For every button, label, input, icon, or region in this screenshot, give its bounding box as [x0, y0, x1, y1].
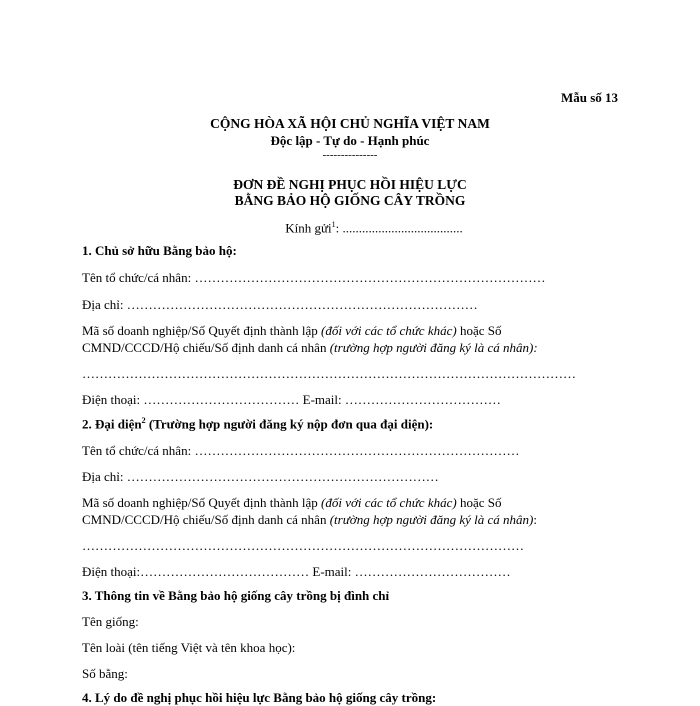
section2-heading-prefix: 2. Đại diện [82, 416, 142, 432]
section3-species-name: Tên loài (tên tiếng Việt và tên khoa học): [82, 640, 296, 655]
section2-id-dots: ………………………………………………………………………………………… [82, 538, 524, 553]
id-text: CMND/CCCD/Hộ chiếu/Số định danh cá nhân [82, 340, 330, 355]
id-note: (trường hợp người đăng ký là cá nhân): [329, 340, 538, 355]
section2-org-name-field: Tên tổ chức/cá nhân: ………………………………………………………………… [82, 443, 520, 458]
footnote-marker: 1 [331, 220, 336, 229]
id-text: Mã số doanh nghiệp/Số Quyết định thành lập [82, 495, 322, 510]
section1-id-line1 [82, 323, 501, 339]
recipient-line [24, 220, 700, 236]
id-text: : [533, 512, 537, 527]
section2-heading-suffix: (Trường hợp người đăng ký nộp đơn qua đại diện): [145, 416, 434, 432]
section1-phone-email: Điện thoại: ……………………………… E-mail: ……………………………… [82, 392, 501, 407]
id-text: CMND/CCCD/Hộ chiếu/Số định danh cá nhân [82, 512, 330, 527]
section2-id-line1 [82, 495, 501, 511]
id-text: hoặc Số [456, 323, 502, 338]
section1-heading: 1. Chủ sở hữu Bằng bảo hộ: [82, 243, 237, 258]
recipient-label: Kính gửi [285, 220, 332, 236]
section2-id-line2 [82, 512, 537, 528]
section2-address-field: Địa chỉ: ……………………………………………………………… [82, 469, 439, 484]
section3-variety-name: Tên giống: [82, 614, 139, 629]
country-name: CỘNG HÒA XÃ HỘI CHỦ NGHĨA VIỆT NAM [210, 116, 490, 131]
id-text: hoặc Số [456, 495, 502, 510]
header-separator: --------------- [322, 149, 378, 161]
section1-id-dots: …………………………………………………………………………………………………… [82, 366, 576, 381]
section2-phone-email: Điện thoại:………………………………… E-mail: ……………………………… [82, 564, 511, 579]
section3-certificate-no: Số bằng: [82, 666, 128, 681]
section4-heading: 4. Lý do đề nghị phục hồi hiệu lực Bằng bảo hộ giống cây trồng: [82, 690, 437, 705]
id-note: (đối với các tổ chức khác) [321, 323, 457, 338]
section1-address-field: Địa chỉ: ……………………………………………………………………… [82, 297, 478, 312]
section2-heading [82, 416, 433, 432]
section3-heading: 3. Thông tin về Bằng bảo hộ giống cây trồng bị đình chỉ [82, 588, 390, 603]
id-note: (trường hợp người đăng ký là cá nhân) [329, 512, 534, 527]
document-title-line1: ĐƠN ĐỀ NGHỊ PHỤC HỒI HIỆU LỰC [233, 177, 467, 192]
document-title-line2: BẰNG BẢO HỘ GIỐNG CÂY TRỒNG [234, 193, 466, 208]
footnote-marker: 2 [141, 416, 146, 425]
id-note: (đối với các tổ chức khác) [321, 495, 457, 510]
section1-org-name-field: Tên tổ chức/cá nhân: ……………………………………………………………………… [82, 270, 546, 285]
form-number: Mẫu số 13 [560, 90, 618, 105]
id-text: Mã số doanh nghiệp/Số Quyết định thành lập [82, 323, 322, 338]
recipient-dots: : ..................................... [335, 220, 463, 236]
section1-id-line2 [82, 340, 538, 356]
national-motto: Độc lập - Tự do - Hạnh phúc [270, 133, 430, 148]
